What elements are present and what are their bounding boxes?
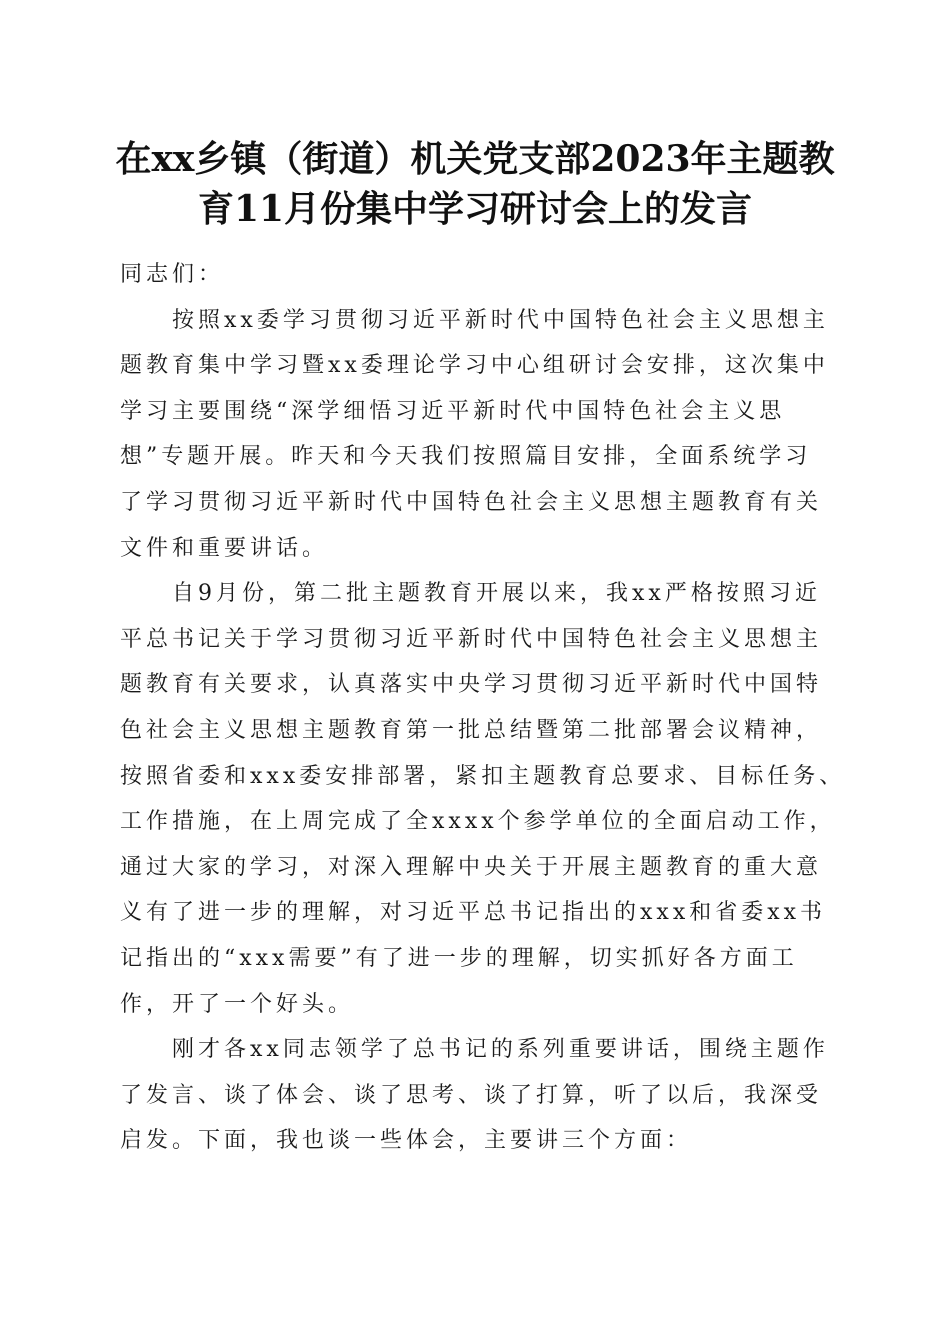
text-line: 学习主要围绕“深学细悟习近平新时代中国特色社会主义思 <box>120 398 786 424</box>
text-line: 记指出的“xxx需要”有了进一步的理解，切实抓好各方面工 <box>120 945 798 971</box>
text-line: 平总书记关于学习贯彻习近平新时代中国特色社会主义思想主 <box>120 626 823 652</box>
paragraph-3 <box>120 1027 832 1164</box>
text-line: 了学习贯彻习近平新时代中国特色社会主义思想主题教育有关 <box>120 489 823 515</box>
text-line: 题教育有关要求，认真落实中央学习贯彻习近平新时代中国特 <box>120 672 823 698</box>
text-line: 题教育集中学习暨xx委理论学习中心组研讨会安排，这次集中 <box>120 353 829 379</box>
title-line-1: 在xx乡镇（街道）机关党支部2023年主题教 <box>115 138 835 180</box>
text-line: 了发言、谈了体会、谈了思考、谈了打算，听了以后，我深受 <box>120 1082 823 1108</box>
text-line: 自9月份，第二批主题教育开展以来，我xx严格按照习近 <box>172 581 821 607</box>
page-title <box>100 134 850 234</box>
text-line: 通过大家的学习，对深入理解中央关于开展主题教育的重大意 <box>120 854 823 880</box>
text-line: 工作措施，在上周完成了全xxxx个参学单位的全面启动工作， <box>120 809 836 835</box>
text-line: 按照省委和xxx委安排部署，紧扣主题教育总要求、目标任务、 <box>120 763 846 789</box>
paragraph-2 <box>120 571 846 1027</box>
text-line: 文件和重要讲话。 <box>120 535 329 561</box>
salutation: 同志们： <box>120 262 225 287</box>
paragraph-1 <box>120 298 832 572</box>
text-line: 启发。下面，我也谈一些体会，主要讲三个方面： <box>120 1128 693 1154</box>
document-body <box>120 252 846 1164</box>
text-line: 刚才各xx同志领学了总书记的系列重要讲话，围绕主题作 <box>172 1037 829 1063</box>
text-line: 色社会主义思想主题教育第一批总结暨第二批部署会议精神， <box>120 717 823 743</box>
text-line: 义有了进一步的理解，对习近平总书记指出的xxx和省委xx书 <box>120 900 827 926</box>
text-line: 按照xx委学习贯彻习近平新时代中国特色社会主义思想主 <box>172 307 829 333</box>
text-line: 作，开了一个好头。 <box>120 991 355 1017</box>
text-line: 想”专题开展。昨天和今天我们按照篇目安排，全面系统学习 <box>120 444 812 470</box>
title-line-2: 育11月份集中学习研讨会上的发言 <box>197 188 753 230</box>
